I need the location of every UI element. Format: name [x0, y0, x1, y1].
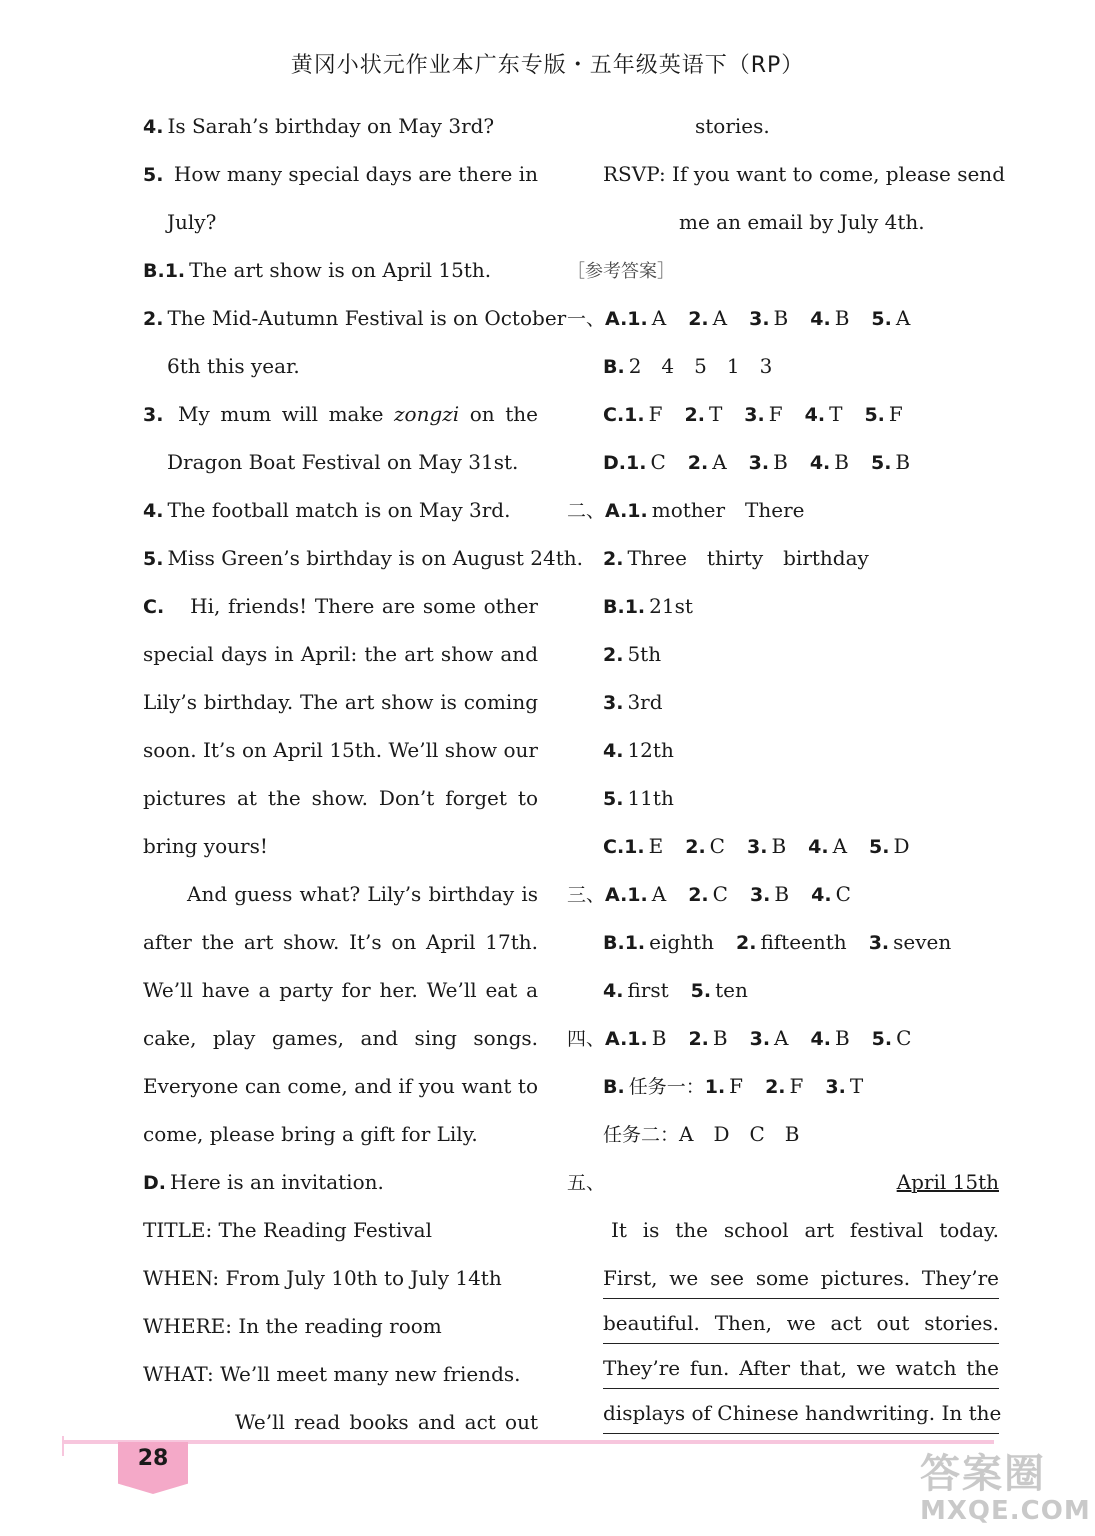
answer-item	[864, 402, 902, 426]
item-number: 4.	[810, 1028, 831, 1050]
answer-line	[567, 678, 999, 726]
answer-item	[688, 306, 727, 330]
writing-line: It is the school art festival today.	[611, 1218, 999, 1242]
answer-value: A	[774, 1026, 789, 1050]
item-number: 5.	[871, 1028, 893, 1050]
item-number: 4.	[143, 116, 164, 138]
passage-line: Everyone can come, and if you want to	[143, 1074, 538, 1098]
item-number: 2.	[685, 836, 706, 858]
italic-word: zongzi	[394, 402, 460, 426]
item-number: 3.	[749, 308, 770, 330]
section-line	[143, 1158, 538, 1206]
answer-value: A	[712, 306, 728, 330]
item-number: 5.	[603, 788, 624, 810]
answer-value: F	[789, 1074, 804, 1098]
answer-items	[649, 930, 951, 954]
passage-line: bring yours!	[143, 834, 268, 858]
answer-value: first	[627, 978, 669, 1002]
passage-line: pictures at the show. Don’t forget to	[143, 786, 538, 810]
answer-line	[567, 630, 999, 678]
passage-line: after the art show. It’s on April 17th.	[143, 930, 538, 954]
margin-mark	[62, 1436, 64, 1456]
answer-line	[567, 1014, 999, 1062]
writing-line: displays of Chinese handwriting. In the	[603, 1393, 999, 1434]
answer-line	[567, 534, 999, 582]
item-number: C.1.	[603, 404, 645, 426]
answer-items	[705, 1074, 863, 1098]
item-number: 2.	[603, 548, 624, 570]
answer-item	[688, 1026, 727, 1050]
answer-value: B	[773, 450, 788, 474]
answer-item	[750, 1026, 789, 1050]
item-number: 2.	[688, 308, 709, 330]
answer-line	[567, 1110, 999, 1158]
item-number: 2.	[684, 404, 705, 426]
invitation-line: WHAT: We’ll meet many new friends.	[143, 1362, 521, 1386]
answer-value: A	[651, 306, 667, 330]
answer-value: A	[712, 450, 727, 474]
item-number: 4.	[603, 740, 624, 762]
answer-item	[871, 306, 910, 330]
passage-line	[143, 582, 538, 630]
item-number: 3.	[143, 404, 164, 426]
item-number: 5.	[871, 308, 892, 330]
writing-header	[567, 1158, 999, 1206]
task-label: 任务二：	[603, 1124, 680, 1146]
item-number: 2.	[688, 1028, 709, 1050]
answer-value: B	[712, 1026, 728, 1050]
item-number: 5.	[869, 836, 890, 858]
answer-value: A	[832, 834, 848, 858]
answer-key-heading	[567, 246, 999, 294]
answer-item	[652, 882, 666, 906]
sentence-line	[143, 534, 584, 582]
answer-item	[652, 306, 666, 330]
answer-item	[765, 1074, 803, 1098]
answer-line	[567, 342, 999, 390]
answer-item	[650, 450, 665, 474]
answer-item	[649, 834, 664, 858]
answer-line	[567, 486, 999, 534]
item-text: Three thirty birthday	[627, 546, 869, 570]
answer-value: D	[893, 834, 910, 858]
item-number: C.1.	[603, 836, 645, 858]
answer-item	[871, 450, 910, 474]
item-text: Here is an invitation.	[170, 1170, 384, 1194]
item-number: A.1.	[605, 1028, 648, 1050]
answer-items	[650, 450, 910, 474]
answer-line	[567, 1062, 999, 1110]
answer-value: B	[774, 882, 790, 906]
answer-item	[805, 402, 843, 426]
item-number: 4.	[811, 884, 832, 906]
item-number: 2.	[688, 884, 709, 906]
answer-items	[652, 1026, 912, 1050]
answer-line	[567, 822, 999, 870]
task-label: 任务一：	[628, 1076, 705, 1098]
answer-item	[688, 450, 727, 474]
answer-value: C	[896, 1026, 912, 1050]
item-number: 3.	[744, 404, 765, 426]
answer-value: B	[834, 306, 850, 330]
passage-line: soon. It’s on April 15th. We’ll show our	[143, 738, 538, 762]
item-number: D.	[143, 1172, 166, 1194]
item-number: 4.	[603, 980, 624, 1002]
answer-item	[688, 882, 728, 906]
item-number: 4.	[810, 308, 831, 330]
answer-item	[811, 882, 851, 906]
answer-item	[627, 978, 668, 1002]
invitation-line: TITLE: The Reading Festival	[143, 1218, 432, 1242]
section-number: 五、	[567, 1172, 606, 1194]
item-number: 5.	[143, 548, 164, 570]
item-number: 4.	[143, 500, 164, 522]
passage-line: come, please bring a gift for Lily.	[143, 1122, 478, 1146]
item-text: 5th	[627, 642, 662, 666]
sentence-line	[143, 294, 567, 342]
answer-key-label: ［参考答案］	[567, 261, 675, 282]
answer-item	[872, 1026, 912, 1050]
question-line	[143, 150, 538, 198]
answer-item	[749, 450, 788, 474]
answer-item	[705, 1074, 743, 1098]
answer-value: C	[650, 450, 666, 474]
answer-item	[811, 1026, 850, 1050]
item-number: B.1.	[603, 596, 646, 618]
invitation-line: RSVP: If you want to come, please send	[603, 162, 1005, 186]
invitation-line: me an email by July 4th.	[679, 210, 925, 234]
answer-line	[567, 438, 999, 486]
question-line: July?	[167, 210, 217, 234]
sentence-line: Dragon Boat Festival on May 31st.	[167, 450, 519, 474]
item-number: A.1.	[605, 308, 648, 330]
left-column	[143, 102, 584, 1446]
answer-value: T	[849, 1074, 864, 1098]
item-number: 3.	[748, 452, 770, 474]
item-number: 2.	[143, 308, 164, 330]
item-text: on the	[469, 402, 538, 426]
answer-item	[744, 402, 782, 426]
item-text: 2 4 5 1 3	[628, 354, 773, 378]
item-number: B.	[603, 1076, 625, 1098]
invitation-line: WHERE: In the reading room	[143, 1314, 442, 1338]
watermark-logo	[920, 1452, 1090, 1532]
answer-items	[649, 834, 910, 858]
answer-value: ten	[715, 978, 748, 1002]
answer-item	[808, 834, 847, 858]
answer-value: T	[708, 402, 723, 426]
answer-item	[685, 402, 723, 426]
page-header: 黄冈小状元作业本广东专版・五年级英语下（RP）	[290, 53, 805, 78]
item-text: Miss Green’s birthday is on August 24th.	[167, 546, 584, 570]
page-number: 28	[137, 1446, 169, 1471]
item-number: 5.	[690, 980, 712, 1002]
passage-line: Lily’s birthday. The art show is coming	[143, 690, 538, 714]
answer-value: B	[834, 1026, 850, 1050]
answer-value: F	[768, 402, 783, 426]
writing-line: First, we see some pictures. They’re	[603, 1258, 999, 1299]
answer-item	[810, 450, 849, 474]
answer-line	[567, 294, 999, 342]
answer-value: eighth	[649, 930, 714, 954]
sentence-line: 6th this year.	[167, 354, 300, 378]
item-number: 2.	[687, 452, 709, 474]
answer-item	[649, 402, 663, 426]
item-number: 4.	[809, 452, 831, 474]
item-number: 3.	[749, 1028, 771, 1050]
passage-line: And guess what? Lily’s birthday is	[187, 882, 538, 906]
item-number: 2.	[735, 932, 757, 954]
item-number: B.1.	[143, 260, 186, 282]
section-number: 四、	[567, 1028, 606, 1050]
answer-item	[869, 834, 910, 858]
answer-value: B	[834, 450, 849, 474]
item-number: B.1.	[603, 932, 646, 954]
passage-line: We’ll have a party for her. We’ll eat a	[143, 978, 538, 1002]
item-number: 3.	[749, 884, 771, 906]
answer-item	[736, 930, 847, 954]
item-number: 3.	[603, 692, 624, 714]
watermark-url: MXQE.COM	[920, 1496, 1091, 1526]
footer-band	[64, 1440, 994, 1444]
item-number: 1.	[704, 1076, 726, 1098]
item-number: A.1.	[605, 500, 648, 522]
answer-line	[567, 390, 999, 438]
item-number: 5.	[143, 164, 164, 186]
item-text: How many special days are there in	[173, 162, 539, 186]
invitation-line: We’ll read books and act out	[235, 1410, 538, 1434]
sentence-line	[143, 486, 538, 534]
answer-value: B	[895, 450, 911, 474]
item-text: My mum will make	[178, 402, 384, 426]
section-number: 一、	[567, 308, 606, 330]
section-number: 三、	[567, 884, 606, 906]
answer-items	[627, 978, 747, 1002]
item-number: C.	[143, 596, 165, 618]
answer-line	[567, 870, 999, 918]
answer-line	[567, 966, 999, 1014]
question-line	[143, 102, 538, 150]
answer-value: B	[651, 1026, 667, 1050]
item-number: 4.	[808, 836, 829, 858]
sentence-line	[143, 390, 538, 438]
answer-value: C	[709, 834, 725, 858]
invitation-line: WHEN: From July 10th to July 14th	[143, 1266, 502, 1290]
item-number: 5.	[870, 452, 892, 474]
item-number: 3.	[825, 1076, 846, 1098]
item-number: A.1.	[605, 884, 648, 906]
answer-item	[750, 882, 789, 906]
item-number: D.1.	[603, 452, 647, 474]
writing-line: beautiful. Then, we act out stories.	[603, 1303, 999, 1344]
answer-line	[567, 726, 999, 774]
answer-line	[567, 582, 999, 630]
section-number: 二、	[567, 500, 606, 522]
answer-value: T	[829, 402, 843, 426]
item-text: The football match is on May 3rd.	[167, 498, 511, 522]
answer-item	[825, 1074, 863, 1098]
item-text: 21st	[649, 594, 693, 618]
answer-value: F	[729, 1074, 744, 1098]
diary-date: April 15th	[896, 1170, 999, 1194]
answer-line	[567, 918, 999, 966]
answer-value: B	[771, 834, 787, 858]
item-text: 12th	[627, 738, 674, 762]
answer-items	[652, 882, 851, 906]
answer-item	[652, 1026, 667, 1050]
passage-line: special days in April: the art show and	[143, 642, 538, 666]
item-number: 3.	[868, 932, 890, 954]
answer-value: B	[773, 306, 789, 330]
item-number: 5.	[864, 404, 885, 426]
answer-value: A	[895, 306, 911, 330]
item-number: B.	[603, 356, 625, 378]
answer-item	[649, 930, 714, 954]
answer-items	[652, 306, 911, 330]
answer-value: F	[888, 402, 903, 426]
item-text: Hi, friends! There are some other	[190, 594, 538, 618]
answer-item	[747, 834, 786, 858]
right-column	[567, 102, 1005, 1438]
answer-value: E	[648, 834, 664, 858]
item-text: mother There	[651, 498, 805, 522]
item-text: A D C B	[679, 1122, 800, 1146]
answer-item	[691, 978, 748, 1002]
item-number: 4.	[804, 404, 826, 426]
item-text: 11th	[627, 786, 674, 810]
answer-item	[749, 306, 788, 330]
sentence-line	[143, 246, 538, 294]
answer-value: C	[835, 882, 851, 906]
writing-line: They’re fun. After that, we watch the	[603, 1348, 999, 1389]
invitation-line: stories.	[695, 114, 770, 138]
passage-line: cake, play games, and sing songs.	[143, 1026, 538, 1050]
answer-item	[810, 306, 849, 330]
item-text: 3rd	[627, 690, 663, 714]
item-text: The art show is on April 15th.	[189, 258, 492, 282]
answer-value: A	[651, 882, 667, 906]
answer-value: fifteenth	[760, 930, 847, 954]
answer-value: C	[712, 882, 728, 906]
item-number: 2.	[765, 1076, 786, 1098]
watermark-text: 答案圈	[920, 1451, 1046, 1497]
answer-items	[649, 402, 903, 426]
answer-value: F	[648, 402, 663, 426]
answer-line	[567, 774, 999, 822]
item-number: 3.	[746, 836, 768, 858]
item-text: The Mid-Autumn Festival is on October	[167, 306, 567, 330]
answer-item	[685, 834, 725, 858]
answer-item	[869, 930, 952, 954]
item-text: Is Sarah’s birthday on May 3rd?	[167, 114, 495, 138]
answer-value: seven	[893, 930, 952, 954]
item-number: 2.	[603, 644, 624, 666]
